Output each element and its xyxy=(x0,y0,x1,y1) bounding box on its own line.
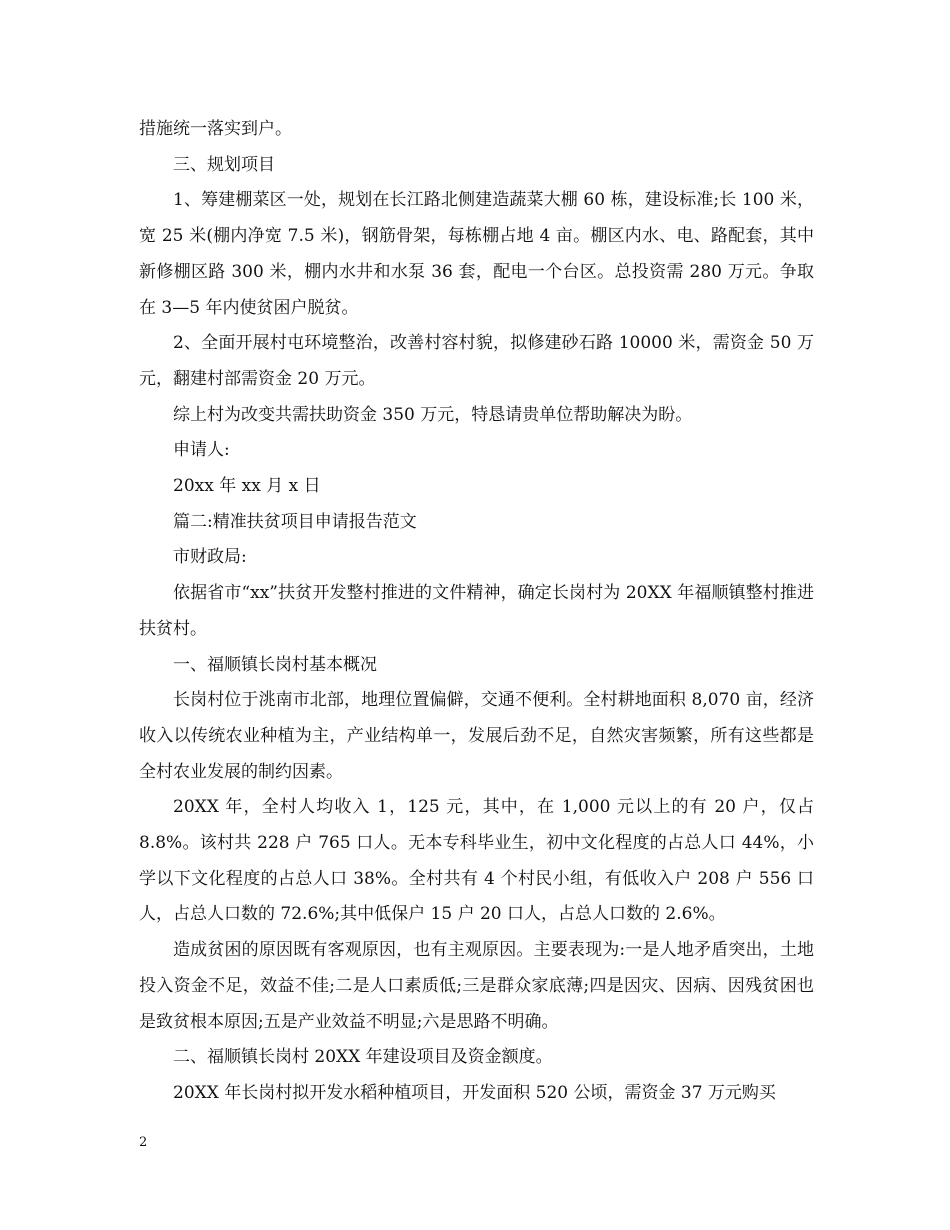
paragraph: 2、全面开展村屯环境整治，改善村容村貌，拟修建砂石路 10000 米，需资金 50 万元，翻建村部需资金 20 万元。 xyxy=(139,333,814,389)
paragraph: 二、福顺镇长岗村 20XX 年建设项目及资金额度。 xyxy=(173,1047,553,1068)
paragraph: 20XX 年，全村人均收入 1，125 元，其中，在 1,000 元以上的有 20 户，仅占 8.8%。该村共 228 户 765 口人。无本专科毕业生，初中文化程度的占总人口 44%，小学以下文化程度的占总人口 38%。全村共有 4 个村民小组，有低收入户 208 户 556 口人，占总人口数的 72.6%;其中低保户 15 户 20 口人，占总人口数的 2.6%。 xyxy=(139,797,814,925)
paragraph: 三、规划项目 xyxy=(173,154,275,175)
document-body xyxy=(139,112,814,1112)
paragraph: 申请人: xyxy=(173,440,230,461)
paragraph: 长岗村位于洮南市北部，地理位置偏僻，交通不便利。全村耕地面积 8,070 亩，经济收入以传统农业种植为主，产业结构单一，发展后劲不足，自然灾害频繁，所有这些都是全村农业发展的制约因素。 xyxy=(139,690,814,782)
paragraph: 措施统一落实到户。 xyxy=(139,119,292,139)
paragraph: 20XX 年长岗村拟开发水稻种植项目，开发面积 520 公顷，需资金 37 万元购买 xyxy=(173,1082,776,1103)
paragraph: 篇二:精准扶贫项目申请报告范文 xyxy=(173,511,417,532)
page-number: 2 xyxy=(139,1135,148,1150)
paragraph: 一、福顺镇长岗村基本概况 xyxy=(173,654,377,675)
paragraph: 造成贫困的原因既有客观原因，也有主观原因。主要表现为:一是人地矛盾突出，土地投入资金不足，效益不佳;二是人口素质低;三是群众家底薄;四是因灾、因病、因残贫困也是致贫根本原因;五是产业效益不明显;六是思路不明确。 xyxy=(139,940,814,1032)
paragraph: 市财政局: xyxy=(173,547,247,568)
paragraph: 依据省市“xx”扶贫开发整村推进的文件精神，确定长岗村为 20XX 年福顺镇整村推进扶贫村。 xyxy=(139,583,814,639)
paragraph: 综上村为改变共需扶助资金 350 万元，特恳请贵单位帮助解决为盼。 xyxy=(173,404,693,425)
paragraph: 20xx 年 xx 月 x 日 xyxy=(173,476,321,497)
paragraph: 1、筹建棚菜区一处，规划在长江路北侧建造蔬菜大棚 60 栋，建设标准;长 100 米，宽 25 米(棚内净宽 7.5 米)，钢筋骨架，每栋棚占地 4 亩。棚区内水、电、路配套，其中新修棚区路 300 米，棚内水井和水泵 36 套，配电一个台区。总投资需 280 万元。争取在 3—5 年内使贫困户脱贫。 xyxy=(139,190,814,318)
